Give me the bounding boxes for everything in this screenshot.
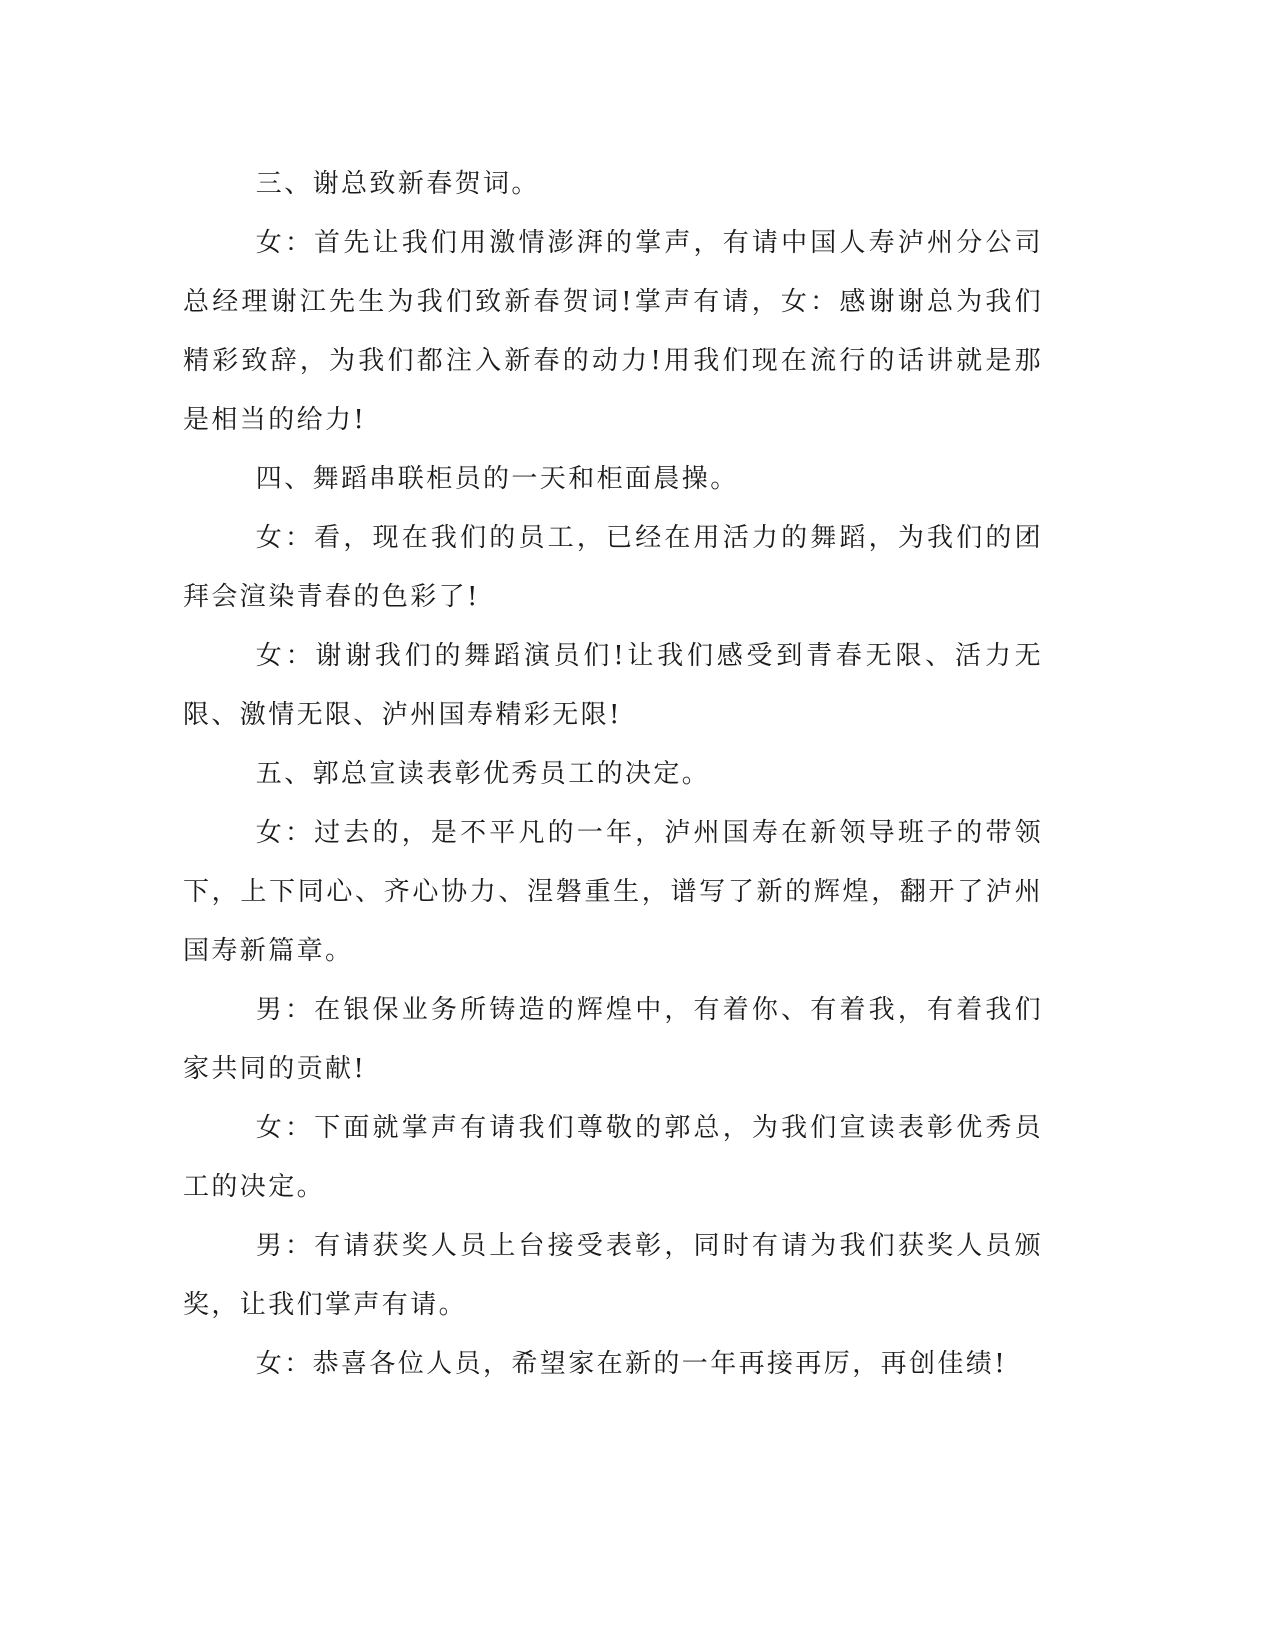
document-body — [183, 155, 1043, 1394]
paragraph: 男：在银保业务所铸造的辉煌中，有着你、有着我，有着我们家共同的贡献! — [183, 995, 1043, 1084]
paragraph: 女：谢谢我们的舞蹈演员们!让我们感受到青春无限、活力无限、激情无限、泸州国寿精彩无限! — [183, 641, 1043, 730]
paragraph: 女：过去的，是不平凡的一年，泸州国寿在新领导班子的带领下，上下同心、齐心协力、涅磐重生，谱写了新的辉煌，翻开了泸州国寿新篇章。 — [183, 818, 1043, 966]
paragraph: 女：恭喜各位人员，希望家在新的一年再接再厉，再创佳绩! — [255, 1349, 1008, 1379]
section-heading-5: 五、郭总宣读表彰优秀员工的决定。 — [255, 759, 711, 789]
section-heading-4: 四、舞蹈串联柜员的一天和柜面晨操。 — [255, 464, 739, 494]
section-heading-3: 三、谢总致新春贺词。 — [255, 169, 540, 199]
paragraph: 女：首先让我们用激情澎湃的掌声，有请中国人寿泸州分公司总经理谢江先生为我们致新春贺词!掌声有请，女：感谢谢总为我们精彩致辞，为我们都注入新春的动力!用我们现在流行的话讲就是那是相当的给力! — [183, 228, 1043, 435]
paragraph: 男：有请获奖人员上台接受表彰，同时有请为我们获奖人员颁奖，让我们掌声有请。 — [183, 1231, 1043, 1320]
paragraph: 女：下面就掌声有请我们尊敬的郭总，为我们宣读表彰优秀员工的决定。 — [183, 1113, 1043, 1202]
paragraph: 女：看，现在我们的员工，已经在用活力的舞蹈，为我们的团拜会渲染青春的色彩了! — [183, 523, 1043, 612]
